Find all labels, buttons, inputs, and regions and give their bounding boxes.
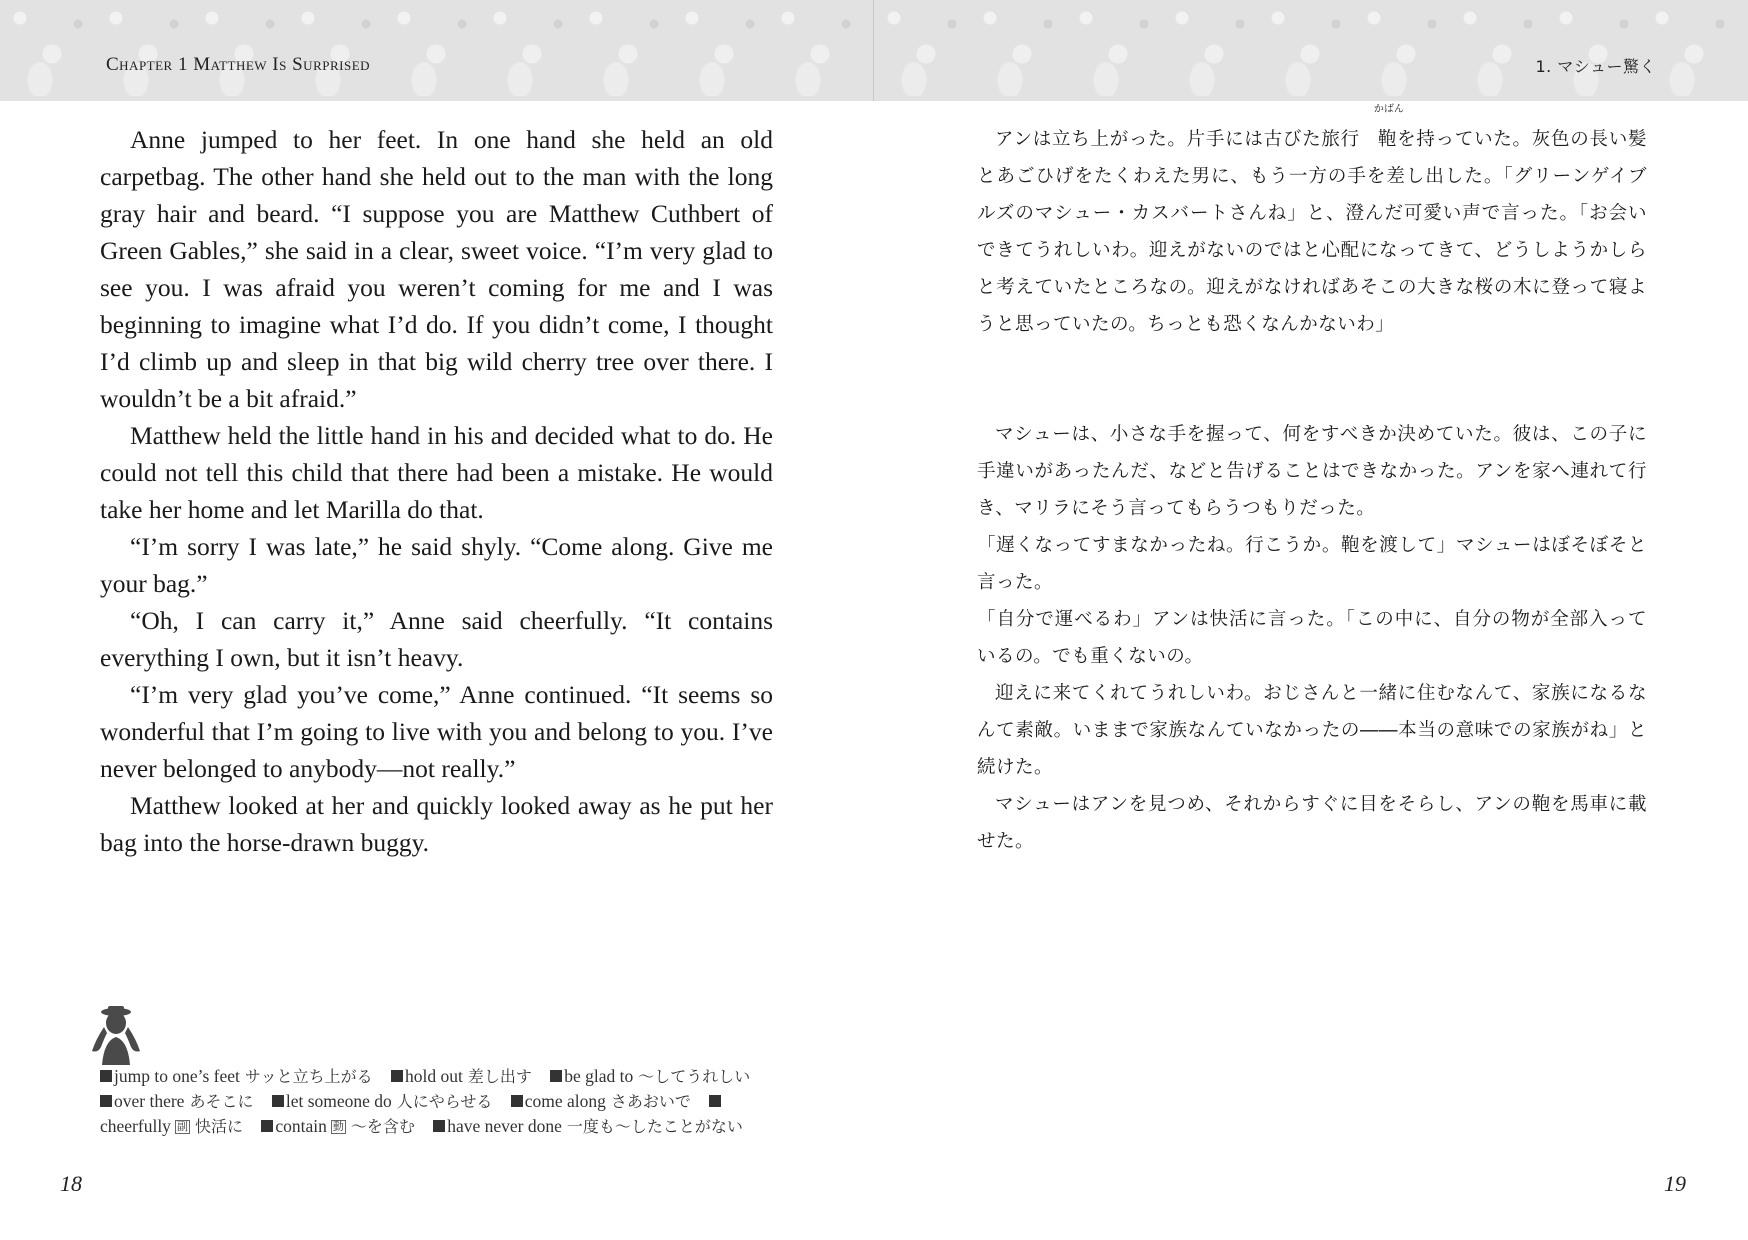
- en-paragraph: “I’m very glad you’ve come,” Anne continued. “It seems so wonderful that I’m going to live with you and belong to you. I’ve never belonged to anybody—not really.”: [100, 680, 773, 783]
- en-paragraph: Anne jumped to her feet. In one hand she held an old carpetbag. The other hand she held out to the man with the long gray hair and beard. “I suppose you are Matthew Cuthbert of Green Gables,” she said in a clear, sweet voice. “I’m very glad to see you. I was afraid you weren’t coming for me and I was beginning to imagine what I’d do. If you didn’t come, I thought I’d climb up and sleep in that big wild cherry tree over there. I wouldn’t be a bit afraid.”: [100, 125, 773, 413]
- bullet-square-icon: [100, 1095, 112, 1107]
- ja-paragraph: 「遅くなってすまなかったね。行こうか。鞄を渡して」マシューはぼそぼそと言った。: [977, 535, 1647, 593]
- page-number-right: 19: [1664, 1171, 1686, 1196]
- bullet-square-icon: [709, 1095, 721, 1107]
- glossary-item: hold out 差し出す: [391, 1066, 546, 1086]
- glossary-item: come along さあおいで: [511, 1091, 705, 1111]
- bullet-square-icon: [550, 1070, 562, 1082]
- page-number-left: 18: [60, 1171, 82, 1196]
- glossary-item: contain 動 ～を含む: [261, 1116, 429, 1136]
- glossary-item: let someone do 人にやらせる: [272, 1091, 506, 1111]
- english-text: [100, 121, 773, 861]
- en-paragraph: Matthew held the little hand in his and decided what to do. He could not tell this child that there had been a mistake. He would take her home and let Marilla do that.: [100, 421, 773, 524]
- ja-paragraph: アンは立ち上がった。片手には古びた旅行 かばん 鞄を持っていた。灰色の長い髪とあごひげをたくわえた男に、もう一方の手を差し出した。「グリーンゲイブルズのマシュー・カスバートさんね」と、澄んだ可愛い声で言った。「お会いできてうれしいわ。迎えがないのではと心配になってきて、どうしようかしらと考えていたところなの。迎えがなければあそこの大きな桜の木に登って寝ようと思っていたの。ちっとも恐くなんかないわ」: [977, 104, 1647, 335]
- japanese-text-block-2: [977, 416, 1647, 860]
- ja-paragraph: マシューは、小さな手を握って、何をすべきか決めていた。彼は、この子に手違いがあったんだ、などと告げることはできなかった。アンを家へ連れて行き、マリラにそう言ってもらうつもりだった。: [977, 424, 1647, 519]
- running-head-right: 1. マシュー驚く: [1535, 57, 1656, 76]
- bullet-square-icon: [511, 1095, 523, 1107]
- ruby-annotation: かばん 鞄: [1373, 104, 1404, 150]
- bullet-square-icon: [261, 1120, 273, 1132]
- running-head-left: Chapter 1 Matthew Is Surprised: [106, 54, 371, 75]
- glossary: [100, 1064, 780, 1139]
- ja-paragraph: 「自分で運べるわ」アンは快活に言った。「この中に、自分の物が全部入っているの。でも重くないの。: [977, 609, 1647, 667]
- en-paragraph: “Oh, I can carry it,” Anne said cheerfully. “It contains everything I own, but it isn’t heavy.: [100, 606, 773, 672]
- bullet-square-icon: [433, 1120, 445, 1132]
- en-paragraph: Matthew looked at her and quickly looked away as he put her bag into the horse-drawn buggy.: [100, 791, 773, 857]
- anne-silhouette-icon: [86, 1003, 150, 1065]
- glossary-item: have never done 一度も～したことがない: [433, 1116, 757, 1136]
- japanese-text-block-1: [977, 104, 1647, 343]
- bullet-square-icon: [391, 1070, 403, 1082]
- glossary-item: be glad to ～してうれしい: [550, 1066, 764, 1086]
- ja-paragraph: 迎えに来てくれてうれしいわ。おじさんと一緒に住むなんて、家族になるなんて素敵。いままで家族なんていなかったの――本当の意味での家族がね」と続けた。: [977, 683, 1647, 778]
- glossary-item: over there あそこに: [100, 1091, 267, 1111]
- pos-badge: 動: [332, 1120, 344, 1133]
- glossary-item: jump to one’s feet サッと立ち上がる: [100, 1066, 387, 1086]
- ja-paragraph: マシューはアンを見つめ、それからすぐに目をそらし、アンの鞄を馬車に載せた。: [977, 794, 1647, 852]
- bullet-square-icon: [100, 1070, 112, 1082]
- glossary-item: cheerfully 副 快活に: [100, 1091, 723, 1136]
- header-band-right: [874, 0, 1748, 101]
- en-paragraph: “I’m sorry I was late,” he said shyly. “Come along. Give me your bag.”: [100, 532, 773, 598]
- header-band-left: [0, 0, 874, 101]
- pos-badge: 副: [176, 1120, 188, 1133]
- bullet-square-icon: [272, 1095, 284, 1107]
